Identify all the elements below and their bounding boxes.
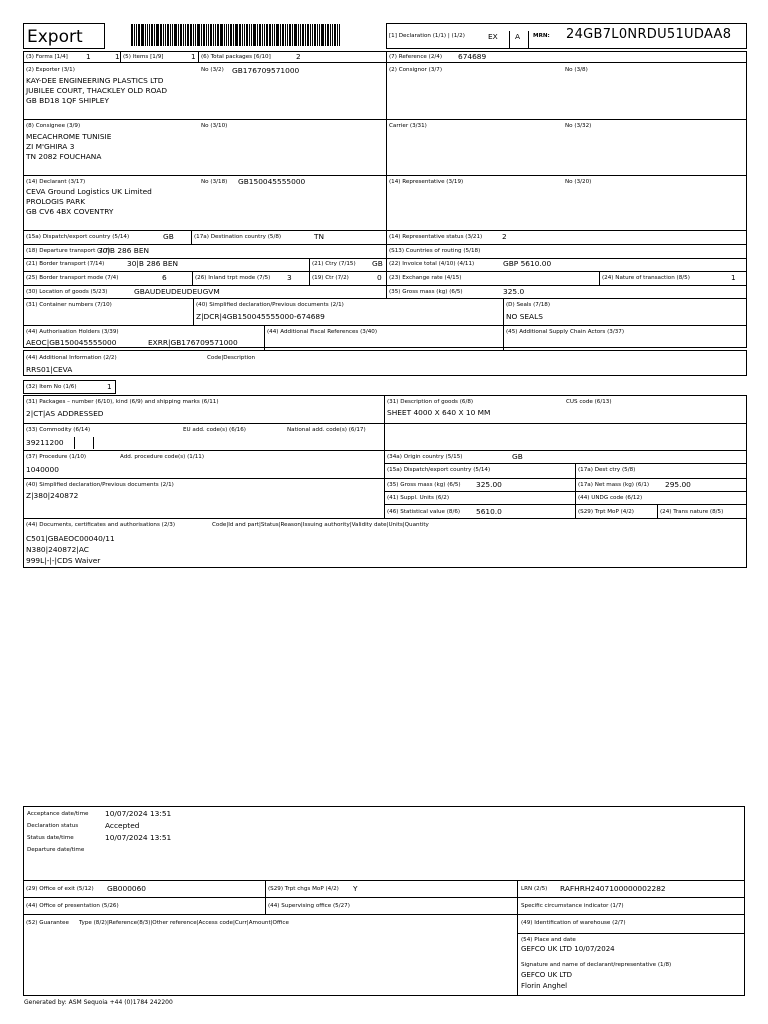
barcode-bar (272, 24, 273, 46)
item-packages-label: (31) Packages – number (6/10), kind (6/9) and shipping marks (6/11) (26, 399, 219, 405)
consignee-label: (8) Consignee (3/9) (26, 123, 81, 129)
acceptance-label: Acceptance date/time (27, 811, 89, 817)
docs-label: (44) Documents, certificates and authorisations (2/3) (26, 522, 176, 528)
barcode-bar (156, 24, 159, 46)
presentation-label: (44) Office of presentation (5/26) (26, 903, 119, 909)
barcode-bar (174, 24, 177, 46)
place-label: (54) Place and date (521, 937, 576, 943)
barcode-bar (285, 24, 286, 46)
dest-label: (17a) Destination country (5/8) (194, 234, 282, 240)
declarant-line: CEVA Ground Logistics UK Limited (26, 187, 152, 196)
barcode-bar (246, 24, 248, 46)
barcode-bar (195, 24, 196, 46)
barcode-bar (183, 24, 184, 46)
signature-name: GEFCO UK LTD (521, 971, 573, 979)
items-label: (5) Items [1/9] (123, 54, 164, 60)
invoice-value: GBP 5610.00 (503, 259, 552, 268)
barcode-bar (317, 24, 318, 46)
holder-a: AEOC|GB150045555000 (26, 338, 117, 347)
barcode-bar (242, 24, 243, 46)
representative-label: (14) Representative (3/19) (389, 179, 464, 185)
departure-dt-label: Departure date/time (27, 847, 85, 853)
ctr-label: (19) Ctr (7/2) (312, 275, 349, 281)
border-mode-label: (25) Border transport mode (7/4) (26, 275, 119, 281)
status-dt-value: 10/07/2024 13:51 (105, 833, 172, 842)
barcode-bar (187, 24, 189, 46)
barcode-bar (339, 24, 340, 46)
signature-label: Signature and name of declarant/representative (1/8) (521, 962, 672, 968)
barcode-bar (276, 24, 279, 46)
mrn-value: 24GB7L0NRDU51UDAA8 (566, 27, 732, 42)
barcode-bar (325, 24, 326, 46)
barcode-bar (178, 24, 179, 46)
trans-nature-label: (24) Trans nature (8/5) (660, 509, 724, 515)
doc-line: 999L|-|-|CDS Waiver (26, 556, 101, 565)
barcode-bar (327, 24, 329, 46)
add-proc-label: Add. procedure code(s) (1/11) (120, 454, 205, 460)
barcode-bar (147, 24, 148, 46)
location-label: (30) Location of goods (5/23) (26, 289, 108, 295)
item-gross-label: (35) Gross mass (kg) (6/5) (387, 482, 461, 488)
item-packages-value: 2|CT|AS ADDRESSED (26, 409, 104, 418)
barcode-bar (136, 24, 137, 46)
barcode-bar (224, 24, 225, 46)
item-no-value: 1 (107, 382, 112, 391)
eu-add-label: EU add. code(s) (6/16) (183, 427, 246, 433)
exporter-no-label: No (3/2) (201, 67, 224, 73)
consignee-line: TN 2082 FOUCHANA (26, 152, 102, 161)
declaration-label: [1] Declaration (1/1) | (1/2) (389, 33, 465, 39)
net-label: (17a) Net mass (kg) (6/1) (578, 482, 650, 488)
barcode-bar (321, 24, 324, 46)
dest-value: TN (314, 232, 325, 241)
barcode-bar (264, 24, 265, 46)
decl-status-value: Accepted (105, 821, 140, 830)
declarant-line: GB CV6 4BX COVENTRY (26, 207, 114, 216)
reference-label: (7) Reference (2/4) (389, 54, 443, 60)
barcode-bar (208, 24, 209, 46)
rep-status-value: 2 (502, 232, 507, 241)
item-no-label: (32) Item No (1/6) (26, 384, 77, 390)
barcode-bar (307, 24, 309, 46)
barcode-bar (287, 24, 288, 46)
barcode-bar (233, 24, 234, 46)
doc-line: N380|240872|AC (26, 545, 89, 554)
net-value: 295.00 (665, 480, 691, 489)
barcode-bar (253, 24, 256, 46)
origin-label: (34a) Origin country (5/15) (387, 454, 463, 460)
signature-name: Florin Anghel (521, 982, 568, 990)
barcode-bar (298, 24, 299, 46)
addinfo-section (23, 350, 747, 376)
item-dest-label: (17a) Dest ctry (5/8) (578, 467, 636, 473)
barcode-bar (167, 24, 169, 46)
nature-label: (24) Nature of transaction (8/5) (602, 275, 690, 281)
simplified-label: (40) Simplified declaration/Previous documents (2/1) (196, 302, 344, 308)
barcode-bar (197, 24, 200, 46)
national-add-label: National add. code(s) (6/17) (287, 427, 366, 433)
docs-code-label: Code|Id and part|Status|Reason|Issuing authority|Validity date|Units|Quantity (212, 522, 429, 528)
item-simplified-value: Z|380|240872 (26, 491, 79, 500)
nature-value: 1 (731, 273, 736, 282)
barcode-bar (201, 24, 202, 46)
barcode-bar (300, 24, 301, 46)
barcode-bar (312, 24, 313, 46)
gross-value: 325.0 (503, 287, 525, 296)
container-label: (31) Container numbers (7/10) (26, 302, 112, 308)
dispatch-value: GB (163, 232, 174, 241)
consignee-no-label: No (3/10) (201, 123, 228, 129)
supply-label: (45) Additional Supply Chain Actors (3/37) (506, 329, 625, 335)
border-value: 30|B 286 BEN (127, 259, 179, 268)
barcode-bar (134, 24, 135, 46)
exporter-line: KAY-DEE ENGINEERING PLASTICS LTD (26, 76, 164, 85)
mrn-label: MRN: (533, 33, 550, 39)
origin-value: GB (512, 452, 523, 461)
barcode-bar (230, 24, 232, 46)
barcode-bar (149, 24, 150, 46)
barcode-bar (249, 24, 250, 46)
declarant-line: PROLOGIS PARK (26, 197, 86, 206)
barcode-bar (170, 24, 171, 46)
place-value: GEFCO UK LTD 10/07/2024 (521, 945, 615, 953)
departure-label: (18) Departure transport (7/7) (26, 248, 111, 254)
procedure-label: (37) Procedure (1/10) (26, 454, 87, 460)
acceptance-value: 10/07/2024 13:51 (105, 809, 172, 818)
item-dispatch-label: (15a) Dispatch/export country (5/14) (387, 467, 491, 473)
barcode-bar (215, 24, 216, 46)
items-value: 1 (191, 52, 196, 61)
routing-label: (S13) Countries of routing (5/18) (389, 248, 481, 254)
gross-label: (35) Gross mass (kg) (6/5) (389, 289, 463, 295)
exchange-label: (23) Exchange rate (4/15) (389, 275, 462, 281)
simplified-value: Z|DCR|4GB150045555000-674689 (196, 312, 325, 321)
barcode-bar (332, 24, 333, 46)
declaration-sub: A (515, 32, 521, 41)
barcode-bar (292, 24, 293, 46)
trpt-chgs-value: Y (353, 884, 358, 893)
suppl-label: (41) Suppl. Units (6/2) (387, 495, 450, 501)
ctry-label: (21) Ctry (7/15) (312, 261, 356, 267)
item-gross-value: 325.00 (476, 480, 502, 489)
barcode-bar (228, 24, 229, 46)
barcode-bar (280, 24, 281, 46)
ctr-value: 0 (377, 273, 382, 282)
barcode-bar (259, 24, 261, 46)
barcode-bar (262, 24, 263, 46)
barcode-bar (210, 24, 212, 46)
addinfo-value: RRS01|CEVA (26, 365, 73, 374)
declarant-no-label: No (3/18) (201, 179, 228, 185)
inland-value: 3 (287, 273, 292, 282)
barcode-bar (180, 24, 182, 46)
barcode-bar (319, 24, 320, 46)
warehouse-label: (49) Identification of warehouse (2/7) (521, 920, 626, 926)
barcode-bar (244, 24, 245, 46)
inland-label: (26) Inland trpt mode (7/5) (195, 275, 271, 281)
barcode-bar (193, 24, 194, 46)
cus-label: CUS code (6/13) (566, 399, 612, 405)
barcode-bar (235, 24, 238, 46)
barcode-bar (305, 24, 306, 46)
procedure-value: 1040000 (26, 465, 59, 474)
representative-no-label: No (3/20) (565, 179, 592, 185)
dispatch-label: (15a) Dispatch/export country (5/14) (26, 234, 130, 240)
circumstance-label: Specific circumstance indicator (1/7) (521, 903, 624, 909)
carrier-no-label: No (3/32) (565, 123, 592, 129)
barcode-bar (269, 24, 271, 46)
barcode-bar (251, 24, 252, 46)
barcode-bar (203, 24, 205, 46)
decl-status-label: Declaration status (27, 823, 79, 829)
reference-value: 674689 (458, 52, 487, 61)
border-label: (21) Border transport (7/14) (26, 261, 105, 267)
lrn-value: RAFHRH2407100000002282 (560, 884, 666, 893)
exit-value: GB000060 (107, 884, 147, 893)
barcode-bar (282, 24, 284, 46)
barcode-bar (213, 24, 214, 46)
trpt-mop-label: (S29) Trpt MoP (4/2) (578, 509, 634, 515)
barcode-bar (145, 24, 146, 46)
declarant-label: (14) Declarant (3/17) (26, 179, 86, 185)
forms-a: 1 (86, 52, 91, 61)
page-title: Export (27, 27, 83, 47)
guarantee-cols: Type (8/2)|Reference(8/3)|Other reference|Access code|Curr|Amount|Office (79, 920, 289, 926)
holders-label: (44) Authorisation Holders (3/39) (26, 329, 119, 335)
doc-line: C501|GBAEOC00040/11 (26, 534, 115, 543)
barcode-bar (274, 24, 275, 46)
barcode-bar (206, 24, 207, 46)
exporter-line: GB BD18 1QF SHIPLEY (26, 96, 109, 105)
barcode-bar (310, 24, 311, 46)
barcode-bar (330, 24, 331, 46)
holder-b: EXRR|GB176709571000 (148, 338, 238, 347)
barcode-bar (302, 24, 304, 46)
packages-value: 2 (296, 52, 301, 61)
lrn-label: LRN (2/5) (521, 886, 548, 892)
barcode-bar (220, 24, 223, 46)
stat-label: (46) Statistical value (8/6) (387, 509, 461, 515)
barcode-bar (163, 24, 164, 46)
forms-b: 1 (115, 52, 120, 61)
consignee-line: ZI M'GHIRA 3 (26, 142, 75, 151)
departure-value: 30|B 286 BEN (98, 246, 150, 255)
item-simplified-label: (40) Simplified declaration/Previous documents (2/1) (26, 482, 174, 488)
addinfo-code-label: Code|Description (207, 355, 256, 361)
barcode-bar (334, 24, 336, 46)
exporter-line: JUBILEE COURT, THACKLEY OLD ROAD (26, 86, 168, 95)
barcode-bar (239, 24, 241, 46)
ctry-value: GB (372, 259, 383, 268)
declarant-no: GB150045555000 (238, 177, 306, 186)
barcode-bar (151, 24, 153, 46)
commodity-label: (33) Commodity (6/14) (26, 427, 91, 433)
fiscal-label: (44) Additional Fiscal References (3/40) (267, 329, 378, 335)
barcode-bar (257, 24, 258, 46)
rep-status-label: (14) Representative status (3/21) (389, 234, 483, 240)
exit-label: (29) Office of exit (5/12) (26, 886, 94, 892)
forms-label: (3) Forms [1/4] (26, 54, 68, 60)
location-value: GBAUDEUDEUDEUGVM (134, 287, 220, 296)
stat-value: 5610.0 (476, 507, 502, 516)
main-section (23, 51, 747, 348)
barcode-bar (138, 24, 140, 46)
guarantee-label: (52) Guarantee (26, 920, 69, 926)
barcode-bar (165, 24, 166, 46)
desc-value: SHEET 4000 X 640 X 10 MM (387, 408, 491, 417)
barcode-bar (217, 24, 219, 46)
exporter-no: GB176709571000 (232, 66, 300, 75)
barcode-bar (131, 24, 133, 46)
consignor-no-label: No (3/8) (565, 67, 588, 73)
undg-label: (44) UNDG code (6/12) (578, 495, 643, 501)
consignee-line: MECACHROME TUNISIE (26, 132, 112, 141)
supervising-label: (44) Supervising office (5/27) (268, 903, 350, 909)
carrier-label: Carrier (3/31) (389, 123, 427, 129)
barcode-bar (289, 24, 291, 46)
seals-label: (D) Seals (7/18) (506, 302, 551, 308)
barcode-bar (172, 24, 173, 46)
footer-generated: Generated by: ASM Sequoia +44 (0)1784 242200 (24, 999, 173, 1006)
barcode-bar (160, 24, 162, 46)
barcode-bar (266, 24, 268, 46)
packages-label: (6) Total packages [6/10] (201, 54, 271, 60)
barcode-bar (190, 24, 192, 46)
barcode-bar (294, 24, 297, 46)
barcode-bar (314, 24, 316, 46)
barcode-bar (141, 24, 144, 46)
barcode-bar (226, 24, 227, 46)
barcode-bar (337, 24, 338, 46)
declaration-type: EX (488, 32, 498, 41)
barcode-bar (185, 24, 186, 46)
border-mode-value: 6 (162, 273, 167, 282)
status-dt-label: Status date/time (27, 835, 74, 841)
barcode (131, 24, 383, 46)
consignor-label: (2) Consignor (3/7) (389, 67, 443, 73)
exporter-label: (2) Exporter (3/1) (26, 67, 75, 73)
invoice-label: (22) Invoice total (4/10) (4/11) (389, 261, 475, 267)
addinfo-label: (44) Additional Information (2/2) (26, 355, 117, 361)
barcode-bar (154, 24, 155, 46)
trpt-chgs-label: (S29) Trpt chgs MoP (4/2) (268, 886, 339, 892)
commodity-value: 39211200 (26, 438, 64, 447)
seals-value: NO SEALS (506, 312, 543, 321)
desc-label: (31) Description of goods (6/8) (387, 399, 474, 405)
